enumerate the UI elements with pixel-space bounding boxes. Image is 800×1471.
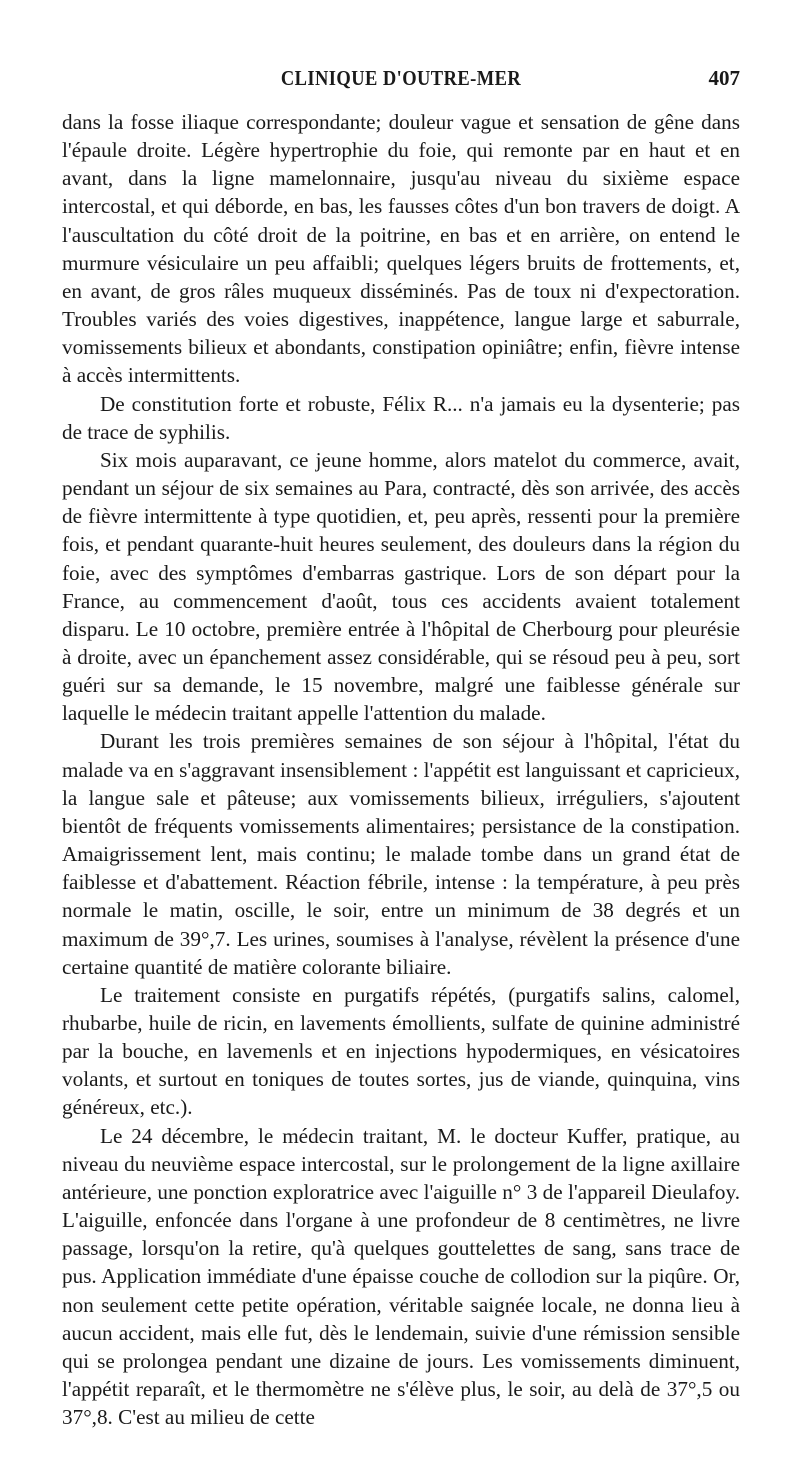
paragraph-treatment: Le traitement consiste en purgatifs répétés, (purgatifs salins, calomel, rhubarbe, huile de ricin, en lavements émollients, sulfate de quinine administré par la bouche, en lavemenls et en injections hypodermiques, en vésicatoires volants, et surtout en toniques de toutes sortes, jus de viande, quinquina, vins généreux, etc.). [62, 982, 740, 1120]
running-title: CLINIQUE D'OUTRE-MER [280, 66, 522, 90]
paragraph-constitution: De constitution forte et robuste, Félix R... n'a jamais eu la dysenterie; pas de trace de syphilis. [62, 391, 740, 444]
paragraph-history: Six mois auparavant, ce jeune homme, alors matelot du commerce, avait, pendant un séjour de six semaines au Para, contracté, dès son arrivée, des accès de fièvre intermittente à type quotidien, et, peu après, ressenti pour la première fois, et pendant quarante-huit heures seulement, des douleurs dans la région du foie, avec des symptômes d'embarras gastrique. Lors de son départ pour la France, au commencement d'août, tous ces accidents avaient totalement disparu. Le 10 octobre, première entrée à l'hôpital de Cherbourg pour pleurésie à droite, avec un épanchement assez considérable, qui se résoud peu à peu, sort guéri sur sa demande, le 15 novembre, malgré une faiblesse générale sur laquelle le médecin traitant appelle l'attention du malade. [62, 447, 740, 726]
paragraph-hospital-stay: Durant les trois premières semaines de son séjour à l'hôpital, l'état du malade va en s'aggravant insensiblement : l'appétit est languissant et capricieux, la langue sale et pâteuse; aux vomissements bilieux, irréguliers, s'ajoutent bientôt de fréquents vomissements alimentaires; persistance de la constipation. Amaigrissement lent, mais continu; le malade tombe dans un grand état de faiblesse et d'abattement. Réaction fébrile, intense : la température, à peu près normale le matin, oscille, le soir, entre un minimum de 38 degrés et un maximum de 39°,7. Les urines, soumises à l'analyse, révèlent la présence d'une certaine quantité de matière colorante biliaire. [62, 729, 740, 979]
paragraph-puncture: Le 24 décembre, le médecin traitant, M. le docteur Kuffer, pratique, au niveau du neuvième espace intercostal, sur le prolongement de la ligne axillaire antérieure, une ponction exploratrice avec l'aiguille n° 3 de l'appareil Dieulafoy. L'aiguille, enfoncée dans l'organe à une profondeur de 8 centimètres, ne livre passage, lorsqu'on la retire, qu'à quelques gouttelettes de sang, sans trace de pus. Application immédiate d'une épaisse couche de collodion sur la piqûre. Or, non seulement cette petite opération, véritable saignée locale, ne donna lieu à aucun accident, mais elle fut, dès le lendemain, suivie d'une rémission sensible qui se prolongea pendant une dizaine de jours. Les vomissements diminuent, l'appétit reparaît, et le thermomètre ne s'élève plus, le soir, au delà de 37°,5 ou 37°,8. C'est au milieu de cette [62, 1123, 740, 1430]
page-number: 407 [708, 66, 740, 90]
running-head [62, 66, 740, 100]
body-text [62, 108, 740, 1431]
paragraph-continuation: dans la fosse iliaque correspondante; douleur vague et sensation de gêne dans l'épaule droite. Légère hypertrophie du foie, qui remonte par en haut et en avant, dans la ligne mamelonnaire, jusqu'au niveau du sixième espace intercostal, et qui déborde, en bas, les fausses côtes d'un bon travers de doigt. A l'auscultation du côté droit de la poitrine, en bas et en arrière, on entend le murmure vésiculaire un peu affaibli; quelques légers bruits de frottements, et, en avant, de gros râles muqueux disséminés. Pas de toux ni d'expectoration. Troubles variés des voies digestives, inappétence, langue large et saburrale, vomissements bilieux et abondants, constipation opiniâtre; enfin, fièvre intense à accès intermittents. [62, 110, 740, 388]
